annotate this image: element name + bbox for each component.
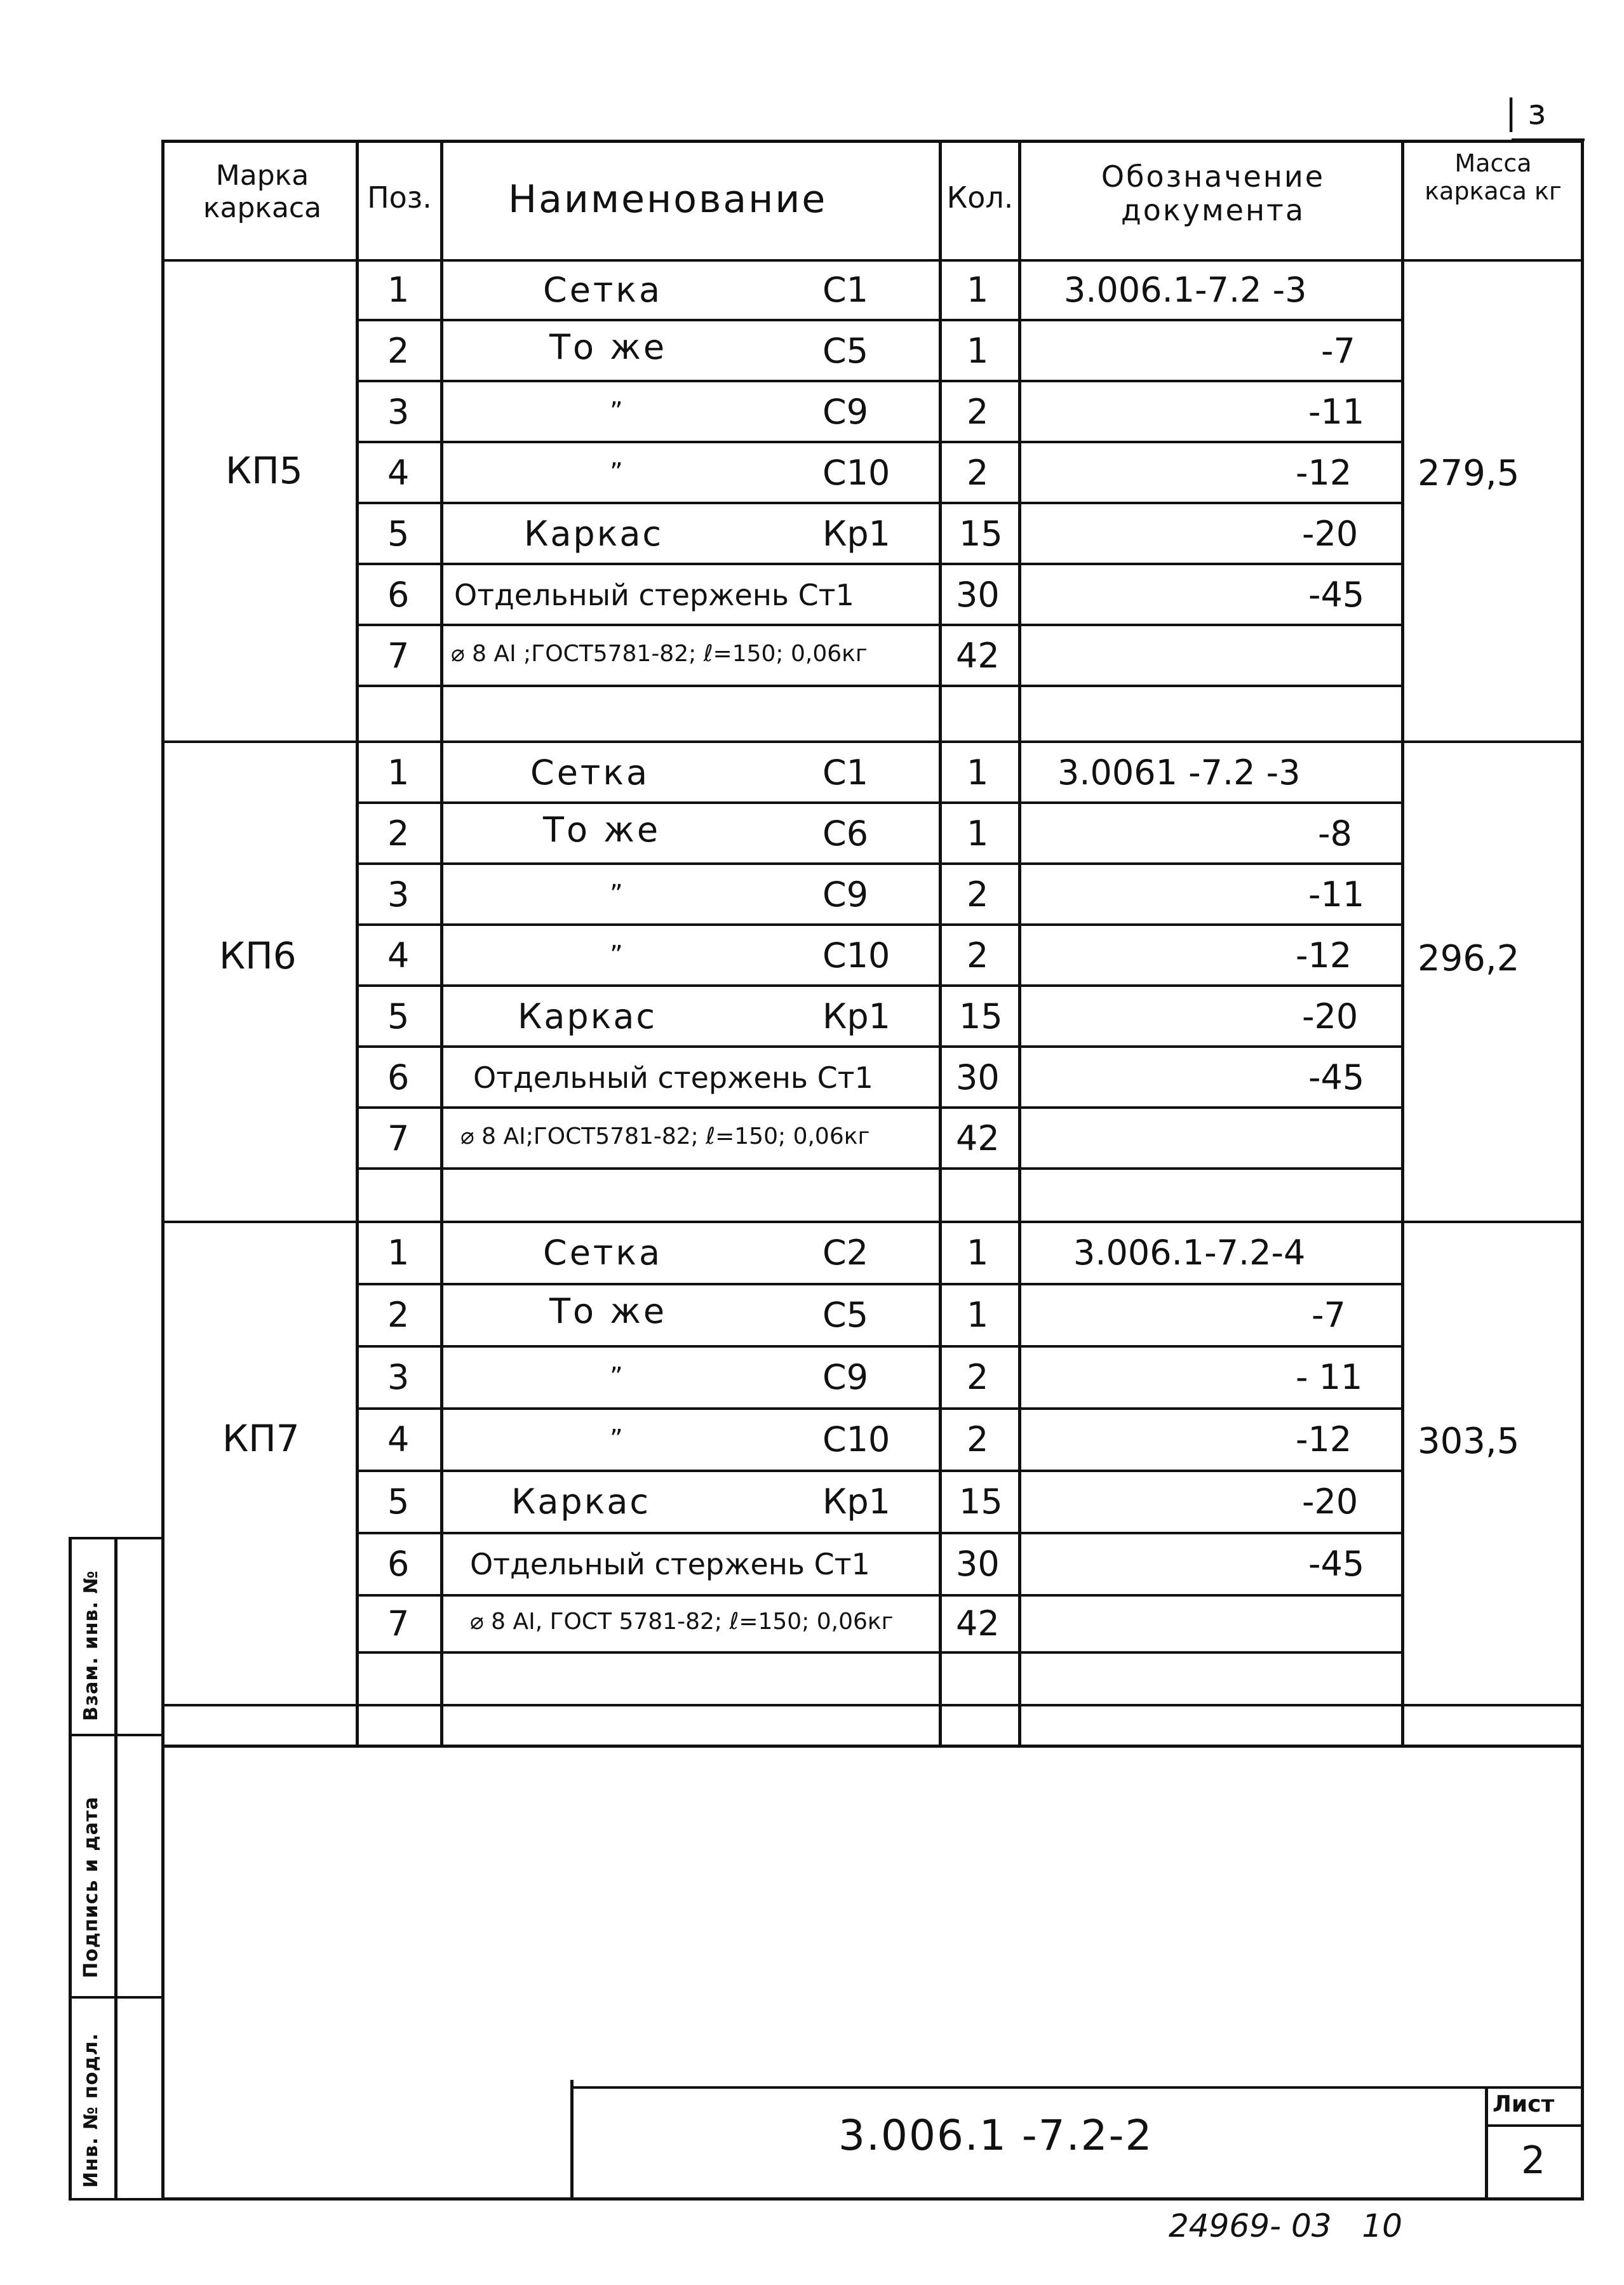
row-qty: 2 bbox=[967, 453, 989, 493]
row-doc: -12 bbox=[1296, 1419, 1352, 1459]
row-qty: 30 bbox=[956, 575, 1000, 615]
row-qty: 2 bbox=[967, 1419, 989, 1459]
row-doc: -20 bbox=[1302, 1482, 1359, 1522]
sheet-number: 2 bbox=[1521, 2138, 1546, 2183]
row-qty: 15 bbox=[959, 1482, 1003, 1522]
row-qty: 2 bbox=[967, 935, 989, 975]
group-mark: КП6 bbox=[219, 934, 297, 977]
row-name: Каркас bbox=[518, 996, 657, 1036]
row-doc: 3.006.1-7.2-4 bbox=[1073, 1233, 1306, 1273]
row-code: Кр1 bbox=[822, 996, 890, 1036]
row-pos: 3 bbox=[387, 1357, 410, 1397]
row-line bbox=[356, 685, 1401, 687]
row-line bbox=[356, 1532, 1401, 1534]
row-pos: 6 bbox=[387, 1057, 410, 1097]
side-stamp-original: Инв. № подл. bbox=[80, 2032, 102, 2188]
side-stamp-line bbox=[69, 1734, 164, 1736]
row-pos: 3 bbox=[387, 874, 410, 915]
row-code: С5 bbox=[822, 331, 869, 371]
row-qty: 2 bbox=[967, 1357, 989, 1397]
row-pos: 1 bbox=[387, 1233, 410, 1273]
row-name: Каркас bbox=[511, 1482, 651, 1522]
group-mass: 303,5 bbox=[1418, 1421, 1520, 1462]
row-qty: 2 bbox=[967, 874, 989, 915]
sheet-label: Лист bbox=[1493, 2091, 1555, 2117]
row-doc: -7 bbox=[1321, 331, 1355, 371]
row-code: С10 bbox=[822, 1419, 890, 1459]
title-block-line bbox=[570, 2080, 574, 2201]
row-doc: 3.0061 -7.2 -3 bbox=[1057, 753, 1301, 793]
page-corner-mark: | з bbox=[1505, 92, 1547, 132]
header-pos: Поз. bbox=[367, 180, 432, 215]
row-name: ⌀ 8 АI ;ГОСТ5781-82; ℓ=150; 0,06кг bbox=[451, 641, 868, 667]
row-code: Кр1 bbox=[822, 514, 890, 554]
side-stamp-line bbox=[69, 2198, 164, 2201]
row-qty: 15 bbox=[959, 996, 1003, 1036]
group-separator bbox=[161, 740, 1584, 743]
row-pos: 2 bbox=[387, 814, 410, 854]
row-line bbox=[356, 380, 1401, 382]
row-code: С2 bbox=[822, 1233, 869, 1273]
row-qty: 42 bbox=[956, 636, 1000, 676]
title-block-line bbox=[1485, 2124, 1584, 2127]
group-mass: 296,2 bbox=[1418, 938, 1520, 979]
row-line bbox=[356, 1407, 1401, 1410]
row-line bbox=[356, 1045, 1401, 1048]
side-stamp-line bbox=[114, 1537, 117, 2201]
group-separator bbox=[161, 1221, 1584, 1223]
header-qty: Кол. bbox=[946, 180, 1014, 215]
row-code: С1 bbox=[822, 753, 869, 793]
row-name: Отдельный стержень Ст1 bbox=[454, 578, 854, 612]
row-code: С1 bbox=[822, 270, 869, 310]
header-mass: Масса каркаса кг bbox=[1425, 149, 1562, 205]
row-line bbox=[356, 1106, 1401, 1109]
row-name: Отдельный стержень Ст1 bbox=[473, 1061, 873, 1095]
row-doc: - 11 bbox=[1296, 1357, 1363, 1397]
row-name: ⌀ 8 АI, ГОСТ 5781-82; ℓ=150; 0,06кг bbox=[470, 1609, 894, 1635]
row-qty: 30 bbox=[956, 1057, 1000, 1097]
row-pos: 7 bbox=[387, 1604, 410, 1644]
row-name: ” bbox=[610, 880, 623, 909]
row-pos: 5 bbox=[387, 1482, 410, 1522]
row-doc: -45 bbox=[1308, 1057, 1365, 1097]
row-name: ” bbox=[610, 1362, 623, 1391]
side-stamp-signature: Подпись и дата bbox=[80, 1796, 102, 1978]
header-mark: Марка каркаса bbox=[203, 159, 322, 224]
row-name: ” bbox=[610, 941, 623, 970]
row-line bbox=[356, 984, 1401, 987]
row-pos: 7 bbox=[387, 636, 410, 676]
group-mass: 279,5 bbox=[1418, 453, 1520, 494]
row-qty: 42 bbox=[956, 1604, 1000, 1644]
row-pos: 3 bbox=[387, 392, 410, 432]
row-pos: 4 bbox=[387, 935, 410, 975]
row-doc: -45 bbox=[1308, 1544, 1365, 1584]
row-name: ” bbox=[610, 397, 623, 426]
row-code: С9 bbox=[822, 392, 869, 432]
row-line bbox=[356, 319, 1401, 321]
row-code: С5 bbox=[822, 1295, 869, 1335]
row-line bbox=[356, 624, 1401, 626]
row-pos: 2 bbox=[387, 1295, 410, 1335]
row-doc: -7 bbox=[1312, 1295, 1346, 1335]
group-mark: КП7 bbox=[222, 1417, 300, 1460]
row-doc: -11 bbox=[1308, 392, 1365, 432]
row-qty: 1 bbox=[967, 331, 989, 371]
row-line bbox=[356, 1345, 1401, 1348]
row-line bbox=[356, 1283, 1401, 1285]
row-qty: 1 bbox=[967, 1295, 989, 1335]
header-line bbox=[161, 259, 1584, 262]
group-mark: КП5 bbox=[225, 449, 303, 492]
row-doc: -8 bbox=[1318, 814, 1352, 854]
title-block-line bbox=[570, 2086, 1584, 2089]
row-name: То же bbox=[543, 810, 661, 850]
row-line bbox=[356, 502, 1401, 504]
row-qty: 1 bbox=[967, 753, 989, 793]
row-doc: -12 bbox=[1296, 453, 1352, 493]
row-pos: 4 bbox=[387, 1419, 410, 1459]
row-code: С10 bbox=[822, 935, 890, 975]
side-stamp-line bbox=[69, 1996, 164, 1999]
row-code: С9 bbox=[822, 1357, 869, 1397]
row-doc: -20 bbox=[1302, 514, 1359, 554]
row-name: ” bbox=[610, 458, 623, 487]
row-line bbox=[356, 1594, 1401, 1597]
row-pos: 4 bbox=[387, 453, 410, 493]
row-line bbox=[356, 801, 1401, 804]
col-line-mass bbox=[1401, 140, 1404, 1748]
row-pos: 1 bbox=[387, 753, 410, 793]
row-qty: 1 bbox=[967, 1233, 989, 1273]
row-doc: 3.006.1-7.2 -3 bbox=[1064, 270, 1307, 310]
side-stamp-replacement: Взам. инв. № bbox=[80, 1570, 102, 1721]
row-line bbox=[356, 441, 1401, 443]
document-designation: 3.006.1 -7.2-2 bbox=[838, 2111, 1153, 2160]
row-code: С9 bbox=[822, 874, 869, 915]
row-pos: 6 bbox=[387, 1544, 410, 1584]
row-name: То же bbox=[549, 1291, 668, 1331]
row-name: Каркас bbox=[524, 514, 664, 554]
side-stamp-line bbox=[69, 1537, 72, 2201]
row-pos: 1 bbox=[387, 270, 410, 310]
row-qty: 2 bbox=[967, 392, 989, 432]
row-qty: 42 bbox=[956, 1118, 1000, 1158]
row-doc: -45 bbox=[1308, 575, 1365, 615]
archive-number: 24969- 03 10 bbox=[1169, 2208, 1402, 2244]
row-qty: 15 bbox=[959, 514, 1003, 554]
header-doc: Обозначение документа bbox=[1101, 159, 1325, 227]
row-line bbox=[356, 1167, 1401, 1170]
title-block-line bbox=[1485, 2086, 1488, 2201]
row-pos: 6 bbox=[387, 575, 410, 615]
row-name: Сетка bbox=[530, 753, 650, 793]
row-line bbox=[356, 862, 1401, 865]
side-stamp-line bbox=[69, 1537, 164, 1539]
row-qty: 30 bbox=[956, 1544, 1000, 1584]
row-line bbox=[356, 923, 1401, 926]
row-doc: -20 bbox=[1302, 996, 1359, 1036]
row-name: Сетка bbox=[543, 1233, 663, 1273]
row-name: Сетка bbox=[543, 270, 663, 310]
row-code: Кр1 bbox=[822, 1482, 890, 1522]
row-pos: 5 bbox=[387, 514, 410, 554]
row-name: Отдельный стержень Ст1 bbox=[470, 1547, 870, 1581]
row-pos: 7 bbox=[387, 1118, 410, 1158]
header-name: Наименование bbox=[508, 177, 828, 222]
row-line bbox=[356, 1651, 1401, 1654]
row-name: ⌀ 8 АI;ГОСТ5781-82; ℓ=150; 0,06кг bbox=[460, 1123, 870, 1149]
row-line bbox=[356, 1470, 1401, 1472]
row-pos: 5 bbox=[387, 996, 410, 1036]
row-code: С10 bbox=[822, 453, 890, 493]
row-name: ” bbox=[610, 1424, 623, 1454]
row-doc: -11 bbox=[1308, 874, 1365, 915]
row-qty: 1 bbox=[967, 270, 989, 310]
row-line bbox=[356, 563, 1401, 565]
row-doc: -12 bbox=[1296, 935, 1352, 975]
row-code: С6 bbox=[822, 814, 869, 854]
row-name: То же bbox=[549, 327, 668, 367]
row-pos: 2 bbox=[387, 331, 410, 371]
row-qty: 1 bbox=[967, 814, 989, 854]
